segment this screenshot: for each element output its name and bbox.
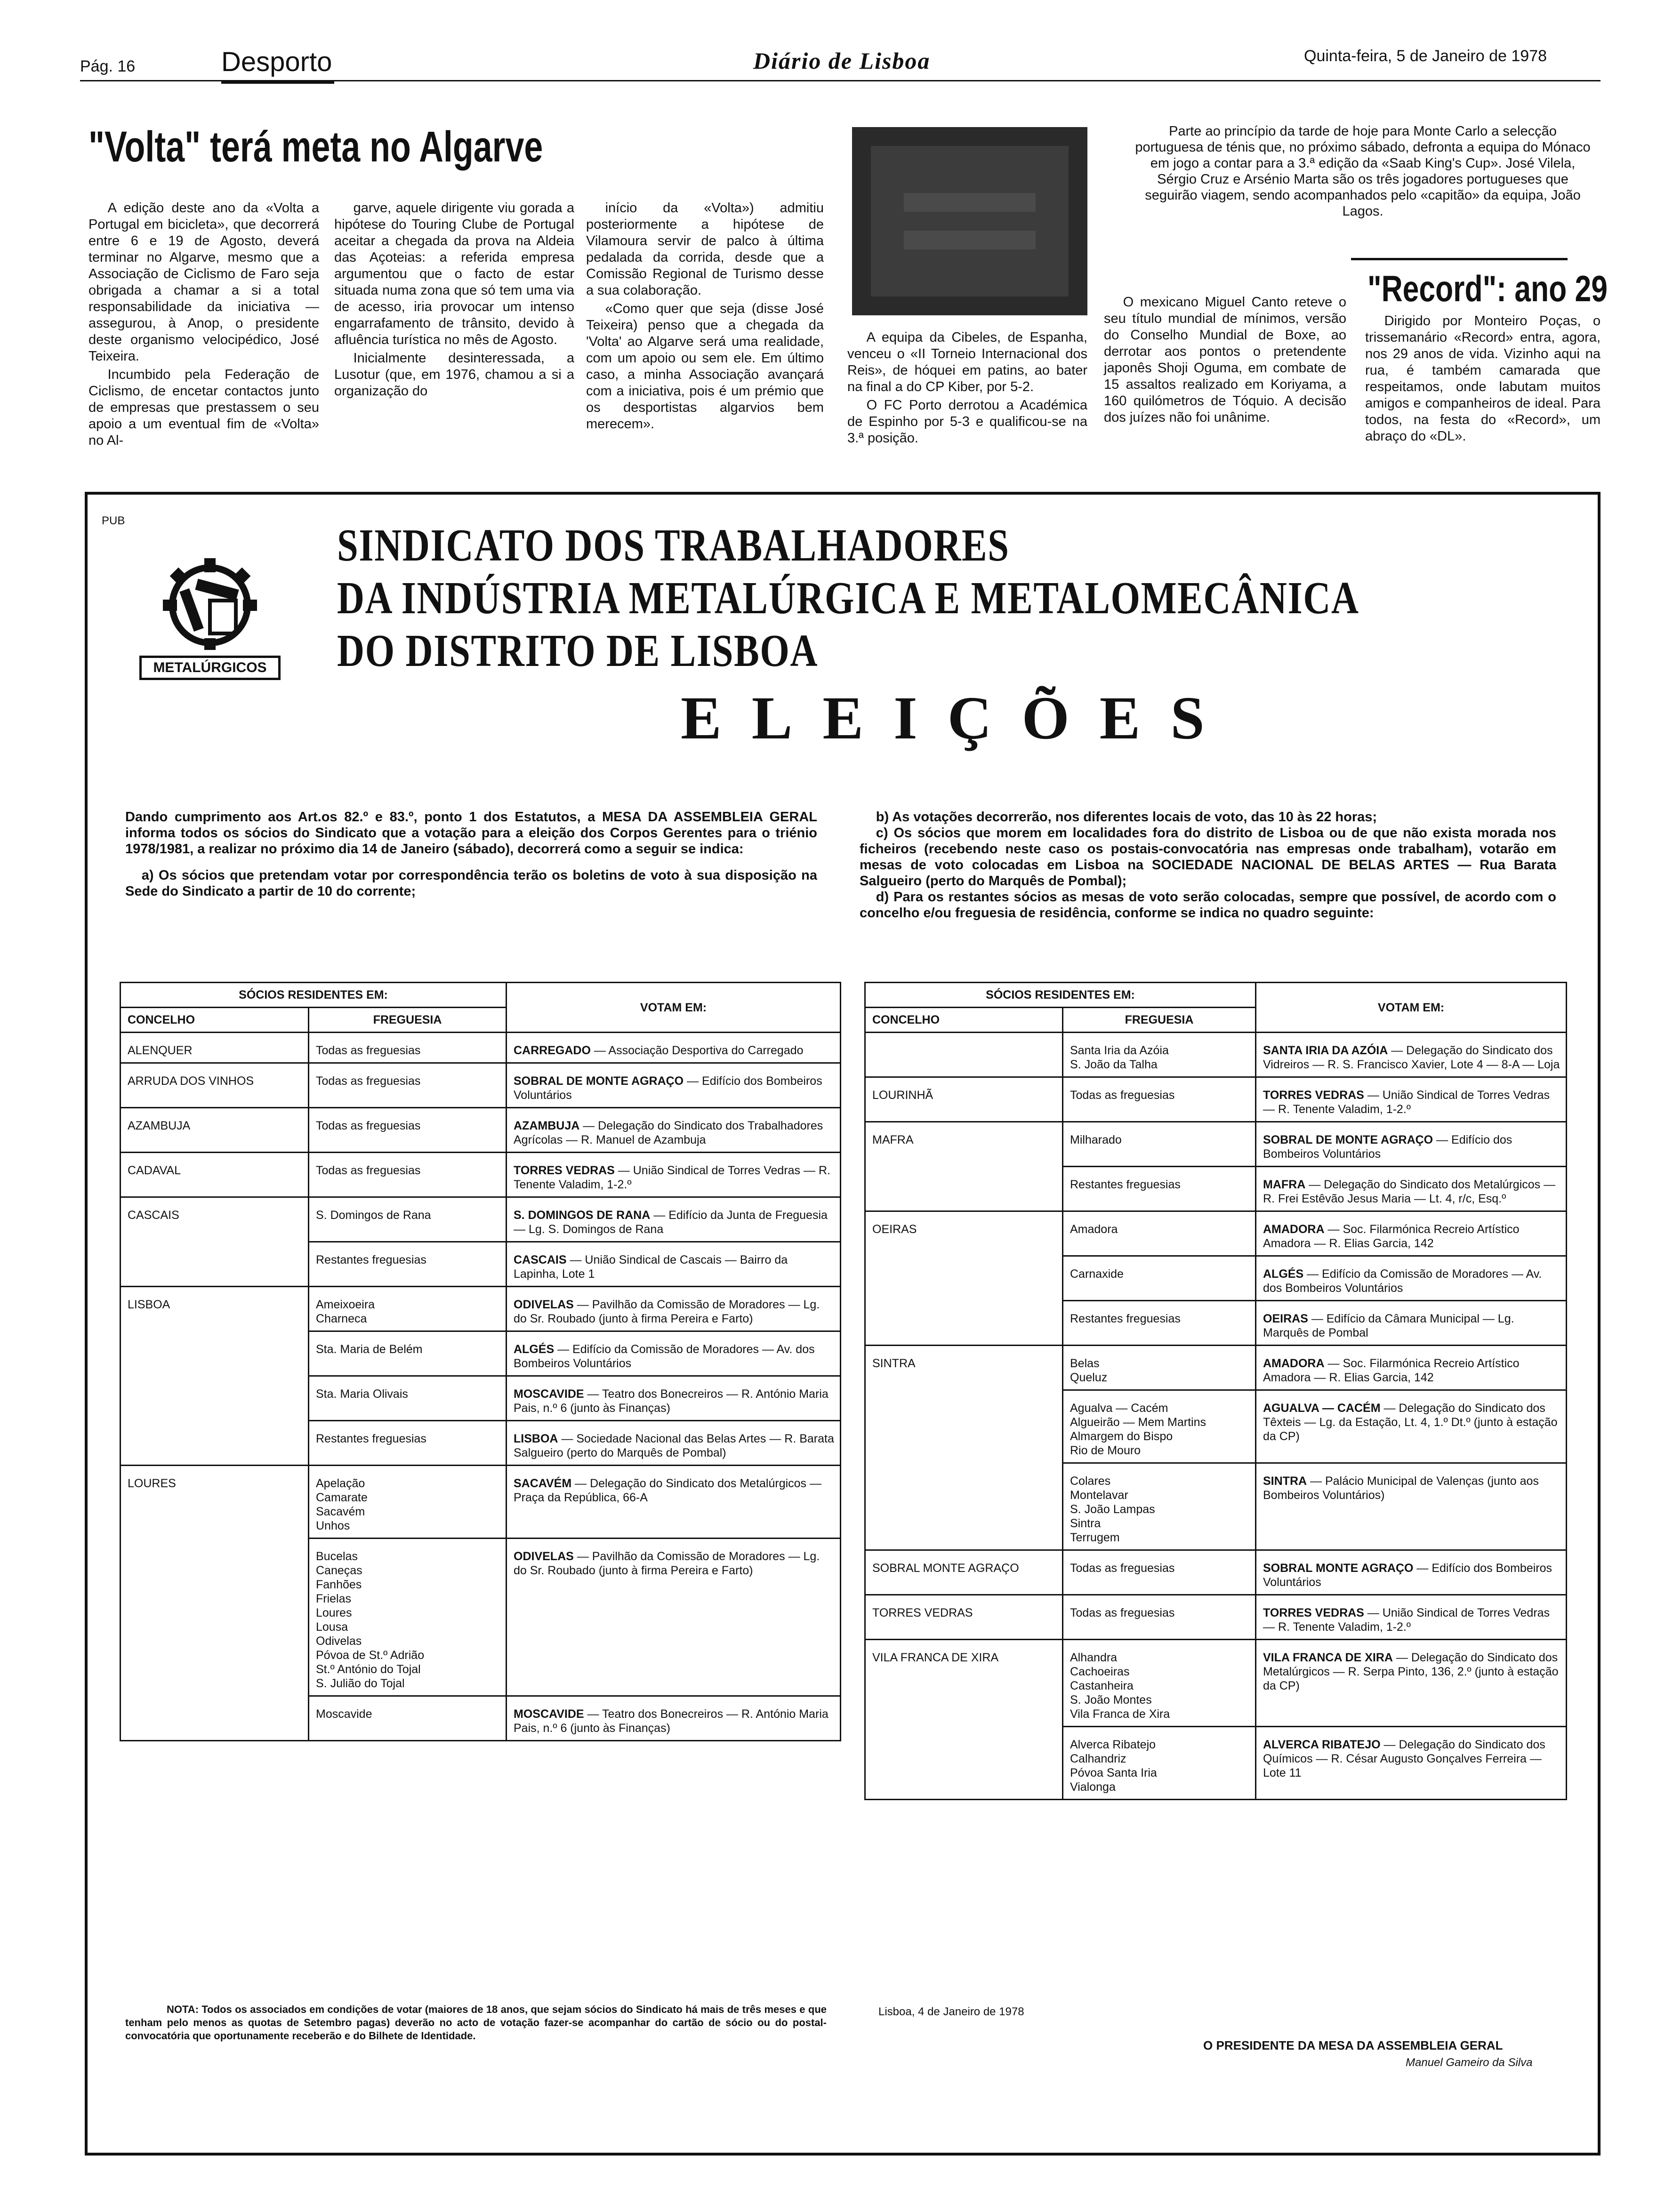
vote-location-name: CARREGADO (514, 1044, 591, 1057)
freguesia-cell: S. Domingos de Rana (309, 1197, 507, 1242)
table-row (865, 1211, 1567, 1256)
concelho-cell (121, 1376, 309, 1421)
election-note: NOTA: Todos os associados em condições de votar (maiores de 18 anos, que sejam sócios do Sindicato há mais de três meses e que tenham pelo menos as quotas de Setembro pagas) deverão no acto de votação fazer-se acompanhar do cartão de sócio ou do postal-convocatória que oportunamente receberão e do Bilhete de Identidade. (125, 2004, 827, 2042)
table-row (865, 1595, 1567, 1640)
vote-location-name: AGUALVA — CACÉM (1263, 1402, 1381, 1415)
voting-table-right (864, 982, 1567, 1800)
freguesia-cell: Bucelas Caneças Fanhões Frielas Loures Lousa Odivelas Póvoa de St.º Adrião St.º António do Tojal S. Julião do Tojal (309, 1539, 507, 1696)
concelho-cell: SINTRA (865, 1346, 1063, 1390)
vote-location-cell (507, 1033, 841, 1063)
volta-column-1 (88, 200, 319, 451)
freguesia-cell: Moscavide (309, 1696, 507, 1741)
vote-location-cell (507, 1539, 841, 1696)
concelho-cell: LOURES (121, 1466, 309, 1539)
vote-location-cell (507, 1696, 841, 1741)
vote-location-name: SANTA IRIA DA AZÓIA (1263, 1044, 1388, 1057)
concelho-cell (121, 1696, 309, 1741)
concelho-cell: OEIRAS (865, 1211, 1063, 1256)
concelho-cell (121, 1331, 309, 1376)
page-number: Pág. 16 (80, 57, 136, 75)
vote-location-detail: — Delegação do Sindicato dos Metalúrgicos — R. Serpa Pinto, 136, 2.º (junto à estação da CP) (1263, 1651, 1559, 1692)
table-row (121, 1063, 841, 1108)
vote-location-name: OEIRAS (1263, 1312, 1308, 1325)
volta-column-2 (334, 200, 574, 401)
table-row (121, 1197, 841, 1242)
vote-location-name: S. DOMINGOS DE RANA (514, 1209, 651, 1222)
point-a: a) Os sócios que pretendam votar por correspondência terão os boletins de voto à sua disposição na Sede do Sindicato a partir de 10 do corrente; (125, 868, 817, 899)
concelho-cell (865, 1463, 1063, 1550)
vote-location-cell (507, 1063, 841, 1108)
table-row (121, 1466, 841, 1539)
vote-location-cell (1256, 1301, 1567, 1346)
vote-location-cell (1256, 1727, 1567, 1800)
section-title: Desporto (221, 47, 332, 77)
vote-location-detail: — Soc. Filarmónica Recreio Artístico Amadora — R. Elias Garcia, 142 (1263, 1223, 1520, 1250)
vote-location-detail: — Pavilhão da Comissão de Moradores — Lg. do Sr. Roubado (junto à firma Pereira e Farto) (514, 1550, 820, 1577)
vote-location-cell (507, 1108, 841, 1153)
freguesia-cell: Carnaxide (1063, 1256, 1256, 1301)
volta-column-3 (586, 200, 824, 434)
concelho-cell (865, 1256, 1063, 1301)
table-row (121, 1153, 841, 1197)
vote-location-name: TORRES VEDRAS (1263, 1089, 1364, 1102)
cibeles-paragraph: A equipa da Cibeles, de Espanha, venceu o «II Torneio Internacional dos Reis», de hóquei em patins, ao bater na final a do CP Kiber, por 5-2. (847, 330, 1087, 394)
concelho-cell: AZAMBUJA (121, 1108, 309, 1153)
table-row (865, 1550, 1567, 1595)
concelho-header: CONCELHO (121, 1008, 309, 1033)
vote-location-name: TORRES VEDRAS (514, 1164, 615, 1177)
freguesia-cell: Sta. Maria Olivais (309, 1376, 507, 1421)
record-article (1365, 313, 1601, 447)
concelho-cell (121, 1242, 309, 1287)
tenis-paragraph: Parte ao princípio da tarde de hoje para Monte Carlo a selecção portuguesa de ténis que, no próximo sábado, defronta a equipa do Mónaco em jogo a contar para a 3.ª edição da «Saab King's Cup». José Vilela, Sérgio Cruz e Arsénio Marta são os três jogadores portugueses que seguirão viagem, sendo acompanhados pelo «capitão» da equipa, João Lagos. (1135, 124, 1591, 219)
volta-paragraph: A edição deste ano da «Volta a Portugal em bicicleta», que decorrerá entre 6 e 19 de Agosto, deverá terminar no Algarve, mesmo que a Associação de Ciclismo de Faro seja obrigada a chamar a si a total responsabilidade da iniciativa — assegurou, à Anop, o presidente deste organismo velocipédico, José Teixeira. (88, 200, 319, 364)
record-paragraph: Dirigido por Monteiro Poças, o trissemanário «Record» entra, agora, nos 29 anos de vida. Vizinho aqui na rua, é também camarada que respeitamos, onde labutam muitos amigos e companheiros de ideal. Para todos, na festa do «Record», um abraço do «DL». (1365, 313, 1601, 444)
elections-title: ELEIÇÕES (681, 684, 1235, 752)
vote-location-detail: — Teatro dos Bonecreiros — R. António Maria Pais, n.º 6 (junto às Finanças) (514, 1707, 828, 1735)
concelho-cell: CASCAIS (121, 1197, 309, 1242)
vote-location-name: ALGÉS (1263, 1267, 1304, 1281)
vote-location-name: SACAVÉM (514, 1477, 572, 1490)
vote-location-detail: — Delegação do Sindicato dos Químicos — R. César Augusto Gonçalves Ferreira — Lote 11 (1263, 1738, 1545, 1779)
concelho-cell: TORRES VEDRAS (865, 1595, 1063, 1640)
vote-location-cell (1256, 1256, 1567, 1301)
vote-location-name: ALGÉS (514, 1343, 555, 1356)
vote-location-detail: — Delegação do Sindicato dos Metalúrgicos — R. Frei Estêvão Jesus Maria — Lt. 4, r/c, Esq.º (1263, 1178, 1556, 1205)
concelho-cell: ARRUDA DOS VINHOS (121, 1063, 309, 1108)
table-row (865, 1122, 1567, 1167)
table-row (121, 1696, 841, 1741)
freguesia-cell: Todas as freguesias (1063, 1550, 1256, 1595)
vote-location-cell (507, 1153, 841, 1197)
vote-location-name: AZAMBUJA (514, 1119, 580, 1132)
concelho-cell (865, 1033, 1063, 1077)
table-row (865, 1256, 1567, 1301)
table-row (865, 1077, 1567, 1122)
table-row (121, 1033, 841, 1063)
concelho-cell (865, 1727, 1063, 1800)
vote-location-cell (1256, 1033, 1567, 1077)
union-logo (139, 556, 281, 688)
vote-location-name: ALVERCA RIBATEJO (1263, 1738, 1381, 1751)
masthead: Diário de Lisboa (753, 48, 931, 74)
concelho-cell (121, 1421, 309, 1466)
vote-location-name: ODIVELAS (514, 1298, 574, 1311)
issue-date: Quinta-feira, 5 de Janeiro de 1978 (1304, 47, 1547, 65)
point-d: d) Para os restantes sócios as mesas de voto serão colocadas, sempre que possível, de acordo com o concelho e/ou freguesia de residência, conforme se indica no quadro seguinte: (860, 890, 1556, 921)
freguesia-cell: Colares Montelavar S. João Lampas Sintra Terrugem (1063, 1463, 1256, 1550)
freguesia-cell: Restantes freguesias (1063, 1301, 1256, 1346)
vote-location-cell (1256, 1077, 1567, 1122)
election-intro (125, 809, 817, 899)
vote-location-cell (1256, 1167, 1567, 1211)
freguesia-cell: Restantes freguesias (309, 1421, 507, 1466)
vote-location-detail: — Delegação do Sindicato dos Têxteis — Lg. da Estação, Lt. 4, 1.º Dt.º (junto à estação da CP) (1263, 1402, 1558, 1443)
table-row (865, 1727, 1567, 1800)
table-row (865, 1463, 1567, 1550)
point-c: c) Os sócios que morem em localidades fora do distrito de Lisboa ou de que não exista morada nos ficheiros (recebendo neste caso os postais-convocatória nas empresas onde trabalham), votarão em mesas de voto colocadas em Lisboa na SOCIEDADE NACIONAL DE BELAS ARTES — Rua Barata Salgueiro (perto do Marquês de Pombal); (860, 825, 1556, 889)
concelho-cell: LOURINHÃ (865, 1077, 1063, 1122)
vote-location-detail: — Soc. Filarmónica Recreio Artístico Amadora — R. Elias Garcia, 142 (1263, 1357, 1520, 1384)
vote-location-detail: — Delegação do Sindicato dos Trabalhadores Agrícolas — R. Manuel de Azambuja (514, 1119, 823, 1146)
place-date: Lisboa, 4 de Janeiro de 1978 (878, 2005, 1024, 2018)
freguesia-cell: Belas Queluz (1063, 1346, 1256, 1390)
vote-location-name: SINTRA (1263, 1475, 1307, 1488)
gear-icon (139, 556, 281, 650)
vote-location-cell (507, 1376, 841, 1421)
vote-location-name: AMADORA (1263, 1223, 1325, 1236)
vote-location-detail: — Edifício da Junta de Freguesia — Lg. S. Domingos de Rana (514, 1209, 828, 1236)
freguesia-cell: Todas as freguesias (1063, 1077, 1256, 1122)
volta-paragraph: garve, aquele dirigente viu gorada a hipótese do Touring Clube de Portugal aceitar a chegada da prova na Aldeia das Açoteias: a referida empresa argumentou que o facto de estar situada numa zona que só tem uma via de acesso, iria provocar um intenso engarrafamento de trânsito, devido à afluência turística no mês de Agosto. (334, 200, 574, 347)
concelho-cell (865, 1301, 1063, 1346)
voting-table-left (120, 982, 841, 1741)
freguesia-cell: Todas as freguesias (309, 1153, 507, 1197)
union-name-line: DA INDÚSTRIA METALÚRGICA E METALOMECÂNICA (337, 573, 1359, 624)
boxe-article (1104, 294, 1346, 428)
photo-texture (852, 127, 1087, 315)
tenis-rule (1351, 258, 1568, 260)
vote-location-cell (507, 1331, 841, 1376)
concelho-cell: MAFRA (865, 1122, 1063, 1167)
vote-location-detail: — União Sindical de Torres Vedras — R. Tenente Valadim, 1-2.º (514, 1164, 830, 1191)
vote-location-detail: — Edifício da Câmara Municipal — Lg. Marquês de Pombal (1263, 1312, 1514, 1339)
concelho-cell (121, 1539, 309, 1696)
vote-location-name: SOBRAL DE MONTE AGRAÇO (1263, 1133, 1433, 1146)
vote-location-name: VILA FRANCA DE XIRA (1263, 1651, 1393, 1664)
boxe-paragraph: O mexicano Miguel Canto reteve o seu título mundial de mínimos, versão do Conselho Mundial de Boxe, ao derrotar aos pontos o pretendente japonês Shoji Oguma, em combate de 15 assaltos realizado em Koriyama, a 160 quilómetros de Tóquio. A decisão dos juízes não foi unânime. (1104, 295, 1346, 425)
vote-location-cell (507, 1242, 841, 1287)
freguesia-cell: Todas as freguesias (309, 1063, 507, 1108)
president-title: O PRESIDENTE DA MESA DA ASSEMBLEIA GERAL (1203, 2038, 1503, 2052)
volta-paragraph: Inicialmente desinteressada, a Lusotur (que, em 1976, chamou a si a organização do (334, 351, 574, 399)
concelho-header: CONCELHO (865, 1008, 1063, 1033)
freguesia-cell: Sta. Maria de Belém (309, 1331, 507, 1376)
vote-location-name: MAFRA (1263, 1178, 1306, 1191)
freguesia-cell: Alverca Ribatejo Calhandriz Póvoa Santa Iria Vialonga (1063, 1727, 1256, 1800)
vote-location-detail: — União Sindical de Cascais — Bairro da Lapinha, Lote 1 (514, 1253, 788, 1281)
vote-location-cell (507, 1197, 841, 1242)
table-row (121, 1421, 841, 1466)
concelho-cell: CADAVAL (121, 1153, 309, 1197)
vote-location-cell (1256, 1595, 1567, 1640)
union-name-line: SINDICATO DOS TRABALHADORES (337, 520, 1010, 571)
vote-location-cell (1256, 1211, 1567, 1256)
vote-location-detail: — Pavilhão da Comissão de Moradores — Lg. do Sr. Roubado (junto à firma Pereira e Farto) (514, 1298, 820, 1325)
vote-location-name: SOBRAL MONTE AGRAÇO (1263, 1562, 1414, 1575)
vote-location-detail: — Edifício dos Bombeiros Voluntários (514, 1074, 822, 1102)
freguesia-cell: Todas as freguesias (309, 1108, 507, 1153)
vote-location-name: TORRES VEDRAS (1263, 1606, 1364, 1619)
concelho-cell (865, 1390, 1063, 1463)
vote-location-name: SOBRAL DE MONTE AGRAÇO (514, 1074, 684, 1088)
vote-location-detail: — Edifício da Comissão de Moradores — Av. dos Bombeiros Voluntários (514, 1343, 815, 1370)
president-signatory: Manuel Gameiro da Silva (1406, 2056, 1533, 2069)
cibeles-article (847, 329, 1087, 449)
record-headline: "Record": ano 29 (1367, 268, 1608, 309)
freguesia-header: FREGUESIA (1063, 1008, 1256, 1033)
vote-location-detail: — Delegação do Sindicato dos Metalúrgicos — Praça da República, 66-A (514, 1477, 822, 1504)
news-photo (852, 127, 1087, 315)
logo-label: METALÚRGICOS (139, 656, 281, 680)
vote-location-name: MOSCAVIDE (514, 1707, 584, 1721)
pub-label: PUB (102, 514, 125, 527)
vote-location-detail: — Delegação do Sindicato dos Vidreiros — R. S. Francisco Xavier, Lote 4 — 8-A — Loja (1263, 1044, 1560, 1071)
table-row (121, 1376, 841, 1421)
concelho-cell: LISBOA (121, 1287, 309, 1331)
vote-location-cell (1256, 1550, 1567, 1595)
volta-paragraph: «Como quer que seja (disse José Teixeira) penso que a chegada da 'Volta' ao Algarve será uma realidade, com um apoio ou sem ele. Em último caso, a minha Associação avançará com a iniciativa, pois é um prémio que os desportistas algarvios bem merecem». (586, 301, 824, 432)
freguesia-cell: Apelação Camarate Sacavém Unhos (309, 1466, 507, 1539)
volta-paragraph: início da «Volta») admitiu posteriormente a hipótese de Vilamoura servir de palco à última pedalada da corrida, desde que a Comissão Regional de Turismo desse a sua colaboração. (586, 200, 824, 298)
union-name-line: DO DISTRITO DE LISBOA (337, 625, 819, 676)
vote-location-detail: — Teatro dos Bonecreiros — R. António Maria Pais, n.º 6 (junto às Finanças) (514, 1387, 828, 1415)
vote-location-detail: — Sociedade Nacional das Belas Artes — R. Barata Salgueiro (perto do Marquês de Pombal) (514, 1432, 834, 1459)
freguesia-cell: Amadora (1063, 1211, 1256, 1256)
vote-location-cell (507, 1466, 841, 1539)
freguesia-cell: Ameixoeira Charneca (309, 1287, 507, 1331)
vote-location-cell (1256, 1390, 1567, 1463)
vote-location-detail: — União Sindical de Torres Vedras — R. Tenente Valadim, 1-2.º (1263, 1089, 1550, 1116)
table-row (121, 1108, 841, 1153)
election-advertisement (85, 492, 1601, 2156)
vote-location-header: VOTAM EM: (1256, 983, 1567, 1033)
table-row (865, 1346, 1567, 1390)
freguesia-cell: Todas as freguesias (1063, 1595, 1256, 1640)
vote-location-name: LISBOA (514, 1432, 558, 1445)
vote-location-header: VOTAM EM: (507, 983, 841, 1033)
freguesia-cell: Alhandra Cachoeiras Castanheira S. João Montes Vila Franca de Xira (1063, 1640, 1256, 1727)
residents-header: SÓCIOS RESIDENTES EM: (121, 983, 507, 1008)
volta-headline: "Volta" terá meta no Algarve (88, 123, 543, 171)
header-rule (80, 80, 1601, 81)
table-row (865, 1167, 1567, 1211)
tenis-article (1125, 123, 1601, 219)
table-row (865, 1033, 1567, 1077)
vote-location-name: CASCAIS (514, 1253, 567, 1266)
table-row (865, 1390, 1567, 1463)
vote-location-cell (507, 1421, 841, 1466)
freguesia-cell: Santa Iria da Azóia S. João da Talha (1063, 1033, 1256, 1077)
vote-location-cell (1256, 1346, 1567, 1390)
table-row (865, 1301, 1567, 1346)
vote-location-name: ODIVELAS (514, 1550, 574, 1563)
vote-location-detail: — Palácio Municipal de Valenças (junto aos Bombeiros Voluntários) (1263, 1475, 1539, 1502)
vote-location-detail: — Associação Desportiva do Carregado (590, 1044, 804, 1057)
table-row (121, 1539, 841, 1696)
freguesia-cell: Agualva — Cacém Algueirão — Mem Martins Almargem do Bispo Rio de Mouro (1063, 1390, 1256, 1463)
concelho-cell: ALENQUER (121, 1033, 309, 1063)
vote-location-detail: — União Sindical de Torres Vedras — R. Tenente Valadim, 1-2.º (1263, 1606, 1550, 1634)
freguesia-cell: Restantes freguesias (309, 1242, 507, 1287)
table-row (121, 1242, 841, 1287)
table-row (121, 1331, 841, 1376)
point-b: b) As votações decorrerão, nos diferentes locais de voto, das 10 às 22 horas; (876, 809, 1377, 825)
vote-location-detail: — Edifício da Comissão de Moradores — Av. dos Bombeiros Voluntários (1263, 1267, 1542, 1295)
concelho-cell (865, 1167, 1063, 1211)
freguesia-cell: Milharado (1063, 1122, 1256, 1167)
volta-paragraph: Incumbido pela Federação de Ciclismo, de encetar contactos junto de empresas que prestassem o seu apoio a um eventual fim de «Volta» no Al- (88, 367, 319, 448)
election-points (860, 809, 1556, 921)
concelho-cell: VILA FRANCA DE XIRA (865, 1640, 1063, 1727)
vote-location-cell (507, 1287, 841, 1331)
residents-header: SÓCIOS RESIDENTES EM: (865, 983, 1256, 1008)
table-row (865, 1640, 1567, 1727)
vote-location-detail: — Edifício dos Bombeiros Voluntários (1263, 1133, 1512, 1161)
table-row (121, 1287, 841, 1331)
freguesia-cell: Restantes freguesias (1063, 1167, 1256, 1211)
vote-location-name: MOSCAVIDE (514, 1387, 584, 1401)
vote-location-detail: — Edifício dos Bombeiros Voluntários (1263, 1562, 1552, 1589)
freguesia-cell: Todas as freguesias (309, 1033, 507, 1063)
cibeles-paragraph: O FC Porto derrotou a Académica de Espinho por 5-3 e qualificou-se na 3.ª posição. (847, 398, 1087, 446)
concelho-cell: SOBRAL MONTE AGRAÇO (865, 1550, 1063, 1595)
vote-location-cell (1256, 1640, 1567, 1727)
vote-location-cell (1256, 1463, 1567, 1550)
intro-paragraph: Dando cumprimento aos Art.os 82.º e 83.º, ponto 1 dos Estatutos, a MESA DA ASSEMBLEIA GERAL informa todos os sócios do Sindicato que a votação para a eleição dos Corpos Gerentes para o triénio 1978/1981, a realizar no próximo dia 14 de Janeiro (sábado), decorrerá como a seguir se indica: (125, 809, 817, 857)
freguesia-header: FREGUESIA (309, 1008, 507, 1033)
vote-location-cell (1256, 1122, 1567, 1167)
vote-location-name: AMADORA (1263, 1357, 1325, 1370)
